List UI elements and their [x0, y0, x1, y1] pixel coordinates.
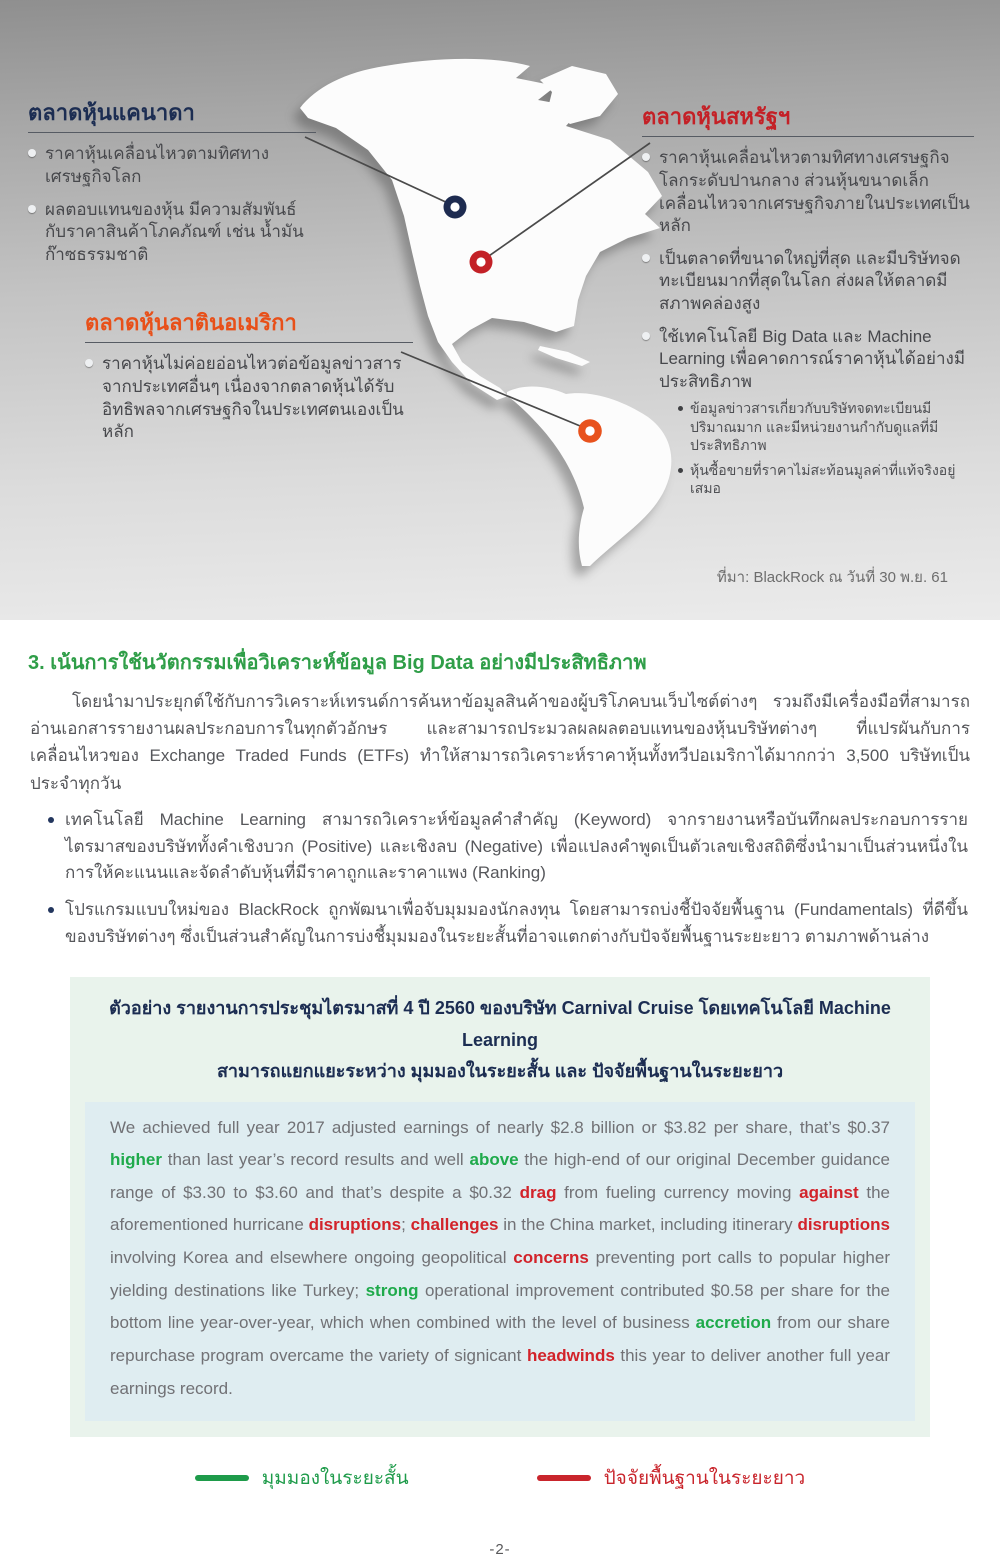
bullet-text: ผลตอบแทนของหุ้น มีความสัมพันธ์กับราคาสินค้าโภคภัณฑ์ เช่น น้ำมัน ก๊าซธรรมชาติ [45, 199, 304, 264]
paragraph-text: from our share repurchase program overcame the variety of signicant [110, 1313, 891, 1365]
source-note: ที่มา: BlackRock ณ วันที่ 30 พ.ย. 61 [716, 569, 948, 586]
page-number: -2- [489, 1541, 511, 1558]
bullet-text: ข้อมูลข่าวสารเกี่ยวกับบริษัทจดทะเบียนมีปริมาณมาก และมีหน่วยงานกำกับดูแลที่มีประสิทธิภาพ [690, 400, 939, 454]
paragraph-text: preventing port calls to popular higher yielding destinations like Turkey; [110, 1248, 890, 1300]
section-3-intro: โดยนำมาประยุกต์ใช้กับการวิเคราะห์เทรนด์การค้นหาข้อมูลสินค้าของผู้บริโภคบนเว็บไซต์ต่างๆ รวมถึงมีเครื่องมือที่สามารถอ่านเอกสารรายงานผลประกอบการในทุกตัวอักษร และสามารถประมวลผลผลตอบแทนของหุ้นบริษัทต่างๆ ที่แปรผันกับการเคลื่อนไหวของ Exchange Traded Funds (ETFs) ทำให้สามารถวิเคราะห์ราคาหุ้นทั้งทวีปอเมริกาได้มากกว่า 3,500 บริษัทเป็นประจำทุกวัน [30, 692, 970, 793]
highlighted-word: challenges [410, 1215, 499, 1235]
paragraph-text: ; [401, 1215, 411, 1235]
highlighted-word: strong [365, 1280, 419, 1300]
bullet-text: หุ้นซื้อขายที่ราคาไม่สะท้อนมูลค่าที่แท้จริงอยู่เสมอ [690, 461, 956, 497]
highlighted-word: drag [519, 1182, 557, 1202]
paragraph-text: than last year’s record results and well [161, 1150, 470, 1170]
legend-label: ปัจจัยพื้นฐานในระยะยาว [603, 1468, 806, 1490]
section-3 [0, 650, 1000, 1558]
list-item [642, 248, 974, 316]
bullet-text: เป็นตลาดที่ขนาดใหญ่ที่สุด และมีบริษัทจดทะเบียนมากที่สุดในโลก ส่งผลให้ตลาดมีสภาพคล่องสูง [659, 248, 961, 313]
section-3-heading: 3. เน้นการใช้นวัตกรรมเพื่อวิเคราะห์ข้อมูล Big Data อย่างมีประสิทธิภาพ [28, 652, 647, 674]
paragraph-text: the aforementioned hurricane [110, 1182, 891, 1235]
list-item [678, 461, 974, 498]
example-box [70, 977, 930, 1437]
bullet-text: เทคโนโลยี Machine Learning สามารถวิเคราะห์ข้อมูลคำสำคัญ (Keyword) จากรายงานหรือบันทึกผลประกอบการรายไตรมาสของบริษัททั้งคำเชิงบวก (Positive) และเชิงลบ (Negative) เพื่อแปลงคำพูดเป็นตัวเลขเชิงสถิติซึ่งนำมาเป็นส่วนหนึ่งในการให้คะแนนและจัดลำดับหุ้นที่มีราคาถูกและราคาแพง (Ranking) [65, 809, 968, 883]
callout-latam-bullets [85, 353, 413, 443]
highlighted-word: headwinds [526, 1345, 615, 1365]
bullet-icon [85, 359, 93, 367]
latam-connector-line [401, 352, 585, 428]
paragraph-text: in the China market, including itinerary [498, 1215, 798, 1235]
callout-latam-title: ตลาดหุ้นลาตินอเมริกา [85, 310, 413, 343]
paragraph-text: We achieved full year 2017 adjusted earnings of nearly $2.8 billion or $3.82 per share, that’s $0.37 [110, 1117, 890, 1137]
callout-canada [28, 100, 316, 266]
highlighted-word: concerns [513, 1248, 589, 1268]
paragraph-text: operational improvement contributed $0.58 per share for the bottom line year-over-year, which when combined with the level of business [110, 1280, 890, 1333]
canada-marker-hole [450, 202, 459, 211]
bullet-icon [48, 817, 54, 823]
bullet-text: โปรแกรมแบบใหม่ของ BlackRock ถูกพัฒนาเพื่อจับมุมมองนักลงทุน โดยสามารถบ่งชี้ปัจจัยพื้นฐาน (Fundamentals) ที่ดีขึ้นของบริษัทต่างๆ ซึ่งเป็นส่วนสำคัญในการบ่งชี้มุมมองในระยะสั้นที่อาจแตกต่างกับปัจจัยพื้นฐานระยะยาว ตามภาพด้านล่าง [65, 900, 968, 947]
callout-canada-title: ตลาดหุ้นแคนาดา [28, 100, 316, 133]
bullet-icon [28, 205, 36, 213]
example-heading-line2: สามารถแยกแยะระหว่าง มุมมองในระยะสั้น และ ปัจจัยพื้นฐานในระยะยาว [216, 1061, 784, 1082]
list-item [642, 147, 974, 237]
highlighted-word: disruptions [797, 1215, 890, 1235]
example-heading-line1: ตัวอย่าง รายงานการประชุมไตรมาสที่ 4 ปี 2560 ของบริษัท Carnival Cruise โดยเทคโนโลยี Machine Learning [109, 998, 891, 1050]
highlighted-word: against [799, 1182, 859, 1202]
legend-swatch-icon [195, 1475, 249, 1481]
highlighted-word: accretion [695, 1313, 772, 1333]
americas-map-infographic [0, 0, 1000, 620]
bullet-text: ราคาหุ้นไม่ค่อยอ่อนไหวต่อข้อมูลข่าวสารจากประเทศอื่นๆ เนื่องจากตลาดหุ้นได้รับอิทธิพลจากเศรษฐกิจในประเทศตนเองเป็นหลัก [102, 354, 404, 442]
legend-swatch-icon [537, 1475, 591, 1481]
legend-label: มุมมองในระยะสั้น [261, 1468, 409, 1490]
list-item [642, 326, 974, 394]
callout-canada-bullets [28, 143, 316, 266]
legend [28, 1463, 972, 1493]
example-paragraph [85, 1102, 915, 1422]
callout-us-sub-bullets [642, 399, 974, 497]
bullet-text: ราคาหุ้นเคลื่อนไหวตามทิศทางเศรษฐกิจโลกระดับปานกลาง ส่วนหุ้นขนาดเล็กเคลื่อนไหวจากเศรษฐกิจภายในประเทศเป็นหลัก [659, 148, 970, 236]
legend-item [195, 1463, 409, 1493]
bullet-text: ราคาหุ้นเคลื่อนไหวตามทิศทางเศรษฐกิจโลก [45, 144, 269, 186]
bullet-icon [642, 153, 650, 161]
example-box-heading [70, 993, 930, 1088]
caribbean-islands-shape [538, 346, 590, 366]
paragraph-text: involving Korea and elsewhere ongoing geopolitical [110, 1248, 514, 1268]
legend-item [537, 1463, 806, 1493]
paragraph-text: from fueling currency moving [556, 1182, 800, 1202]
callout-latam [85, 310, 413, 444]
highlighted-word: above [469, 1150, 519, 1170]
list-item [28, 143, 316, 188]
list-item [28, 199, 316, 267]
bullet-icon [678, 468, 683, 473]
bullet-text: ใช้เทคโนโลยี Big Data และ Machine Learning เพื่อคาดการณ์ราคาหุ้นได้อย่างมีประสิทธิภาพ [659, 326, 966, 391]
bullet-icon [48, 907, 54, 913]
list-item [48, 897, 968, 951]
us-marker-hole [476, 257, 485, 266]
callout-us-title: ตลาดหุ้นสหรัฐฯ [642, 104, 974, 137]
paragraph-text: the high-end of our original December guidance range of $3.30 to $3.60 and that’s despite a $0.32 [110, 1150, 891, 1202]
paragraph-text: this year to deliver another full year earnings record. [110, 1345, 890, 1398]
bullet-icon [642, 332, 650, 340]
list-item [48, 807, 968, 888]
latam-marker-hole [585, 426, 594, 435]
list-item [85, 353, 413, 443]
callout-us-bullets [642, 147, 974, 393]
list-item [678, 399, 974, 454]
bullet-icon [28, 149, 36, 157]
bullet-icon [642, 254, 650, 262]
highlighted-word: higher [110, 1150, 162, 1170]
bullet-icon [678, 406, 683, 411]
highlighted-word: disruptions [308, 1215, 402, 1235]
callout-us [642, 104, 974, 498]
section-3-bullets [48, 807, 968, 951]
